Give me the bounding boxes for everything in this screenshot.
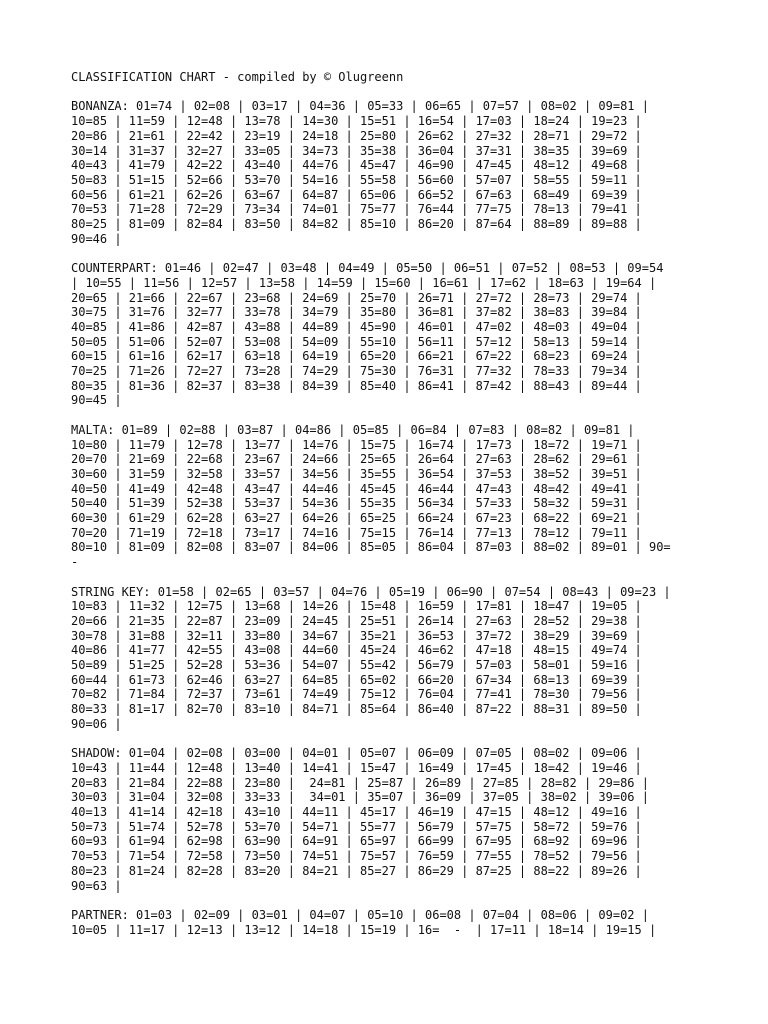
- section-line: 30=75 | 31=76 | 32=77 | 33=78 | 34=79 | 35=80 | 36=81 | 37=82 | 38=83 | 39=84 |: [71, 305, 642, 320]
- section-line: 20=83 | 21=84 | 22=88 | 23=80 | 24=81 | 25=87 | 26=89 | 27=85 | 28=82 | 29=86 |: [71, 775, 649, 790]
- section-heading-line: BONANZA: 01=74 | 02=08 | 03=17 | 04=36 | 05=33 | 06=65 | 07=57 | 08=02 | 09=81 |: [71, 99, 649, 114]
- section-line: 60=56 | 61=21 | 62=26 | 63=67 | 64=87 | 65=06 | 66=52 | 67=63 | 68=49 | 69=39 |: [71, 187, 642, 202]
- section-line: 40=13 | 41=14 | 42=18 | 43=10 | 44=11 | 45=17 | 46=19 | 47=15 | 48=12 | 49=16 |: [71, 805, 642, 820]
- section-line: 30=60 | 31=59 | 32=58 | 33=57 | 34=56 | 35=55 | 36=54 | 37=53 | 38=52 | 39=51 |: [71, 466, 642, 481]
- chart-sections: [71, 99, 761, 937]
- section-heading-line: COUNTERPART: 01=46 | 02=47 | 03=48 | 04=49 | 05=50 | 06=51 | 07=52 | 08=53 | 09=54: [71, 261, 664, 276]
- section-line: 50=05 | 51=06 | 52=07 | 53=08 | 54=09 | 55=10 | 56=11 | 57=12 | 58=13 | 59=14 |: [71, 334, 642, 349]
- section-heading-line: MALTA: 01=89 | 02=88 | 03=87 | 04=86 | 05=85 | 06=84 | 07=83 | 08=82 | 09=81 |: [71, 422, 635, 437]
- chart-section: [71, 261, 761, 408]
- section-line: 20=70 | 21=69 | 22=68 | 23=67 | 24=66 | 25=65 | 26=64 | 27=63 | 28=62 | 29=61 |: [71, 452, 642, 467]
- section-line: 40=85 | 41=86 | 42=87 | 43=88 | 44=89 | 45=90 | 46=01 | 47=02 | 48=03 | 49=04 |: [71, 319, 642, 334]
- section-line: 90=45 |: [71, 393, 122, 408]
- section-line: 50=89 | 51=25 | 52=28 | 53=36 | 54=07 | 55=42 | 56=79 | 57=03 | 58=01 | 59=16 |: [71, 658, 642, 673]
- section-line: 80=33 | 81=17 | 82=70 | 83=10 | 84=71 | 85=64 | 86=40 | 87=22 | 88=31 | 89=50 |: [71, 702, 642, 717]
- section-line: 50=73 | 51=74 | 52=78 | 53=70 | 54=71 | 55=77 | 56=79 | 57=75 | 58=72 | 59=76 |: [71, 819, 642, 834]
- chart-section: [71, 99, 761, 246]
- section-line: 10=80 | 11=79 | 12=78 | 13=77 | 14=76 | 15=75 | 16=74 | 17=73 | 18=72 | 19=71 |: [71, 437, 642, 452]
- section-heading-line: SHADOW: 01=04 | 02=08 | 03=00 | 04=01 | 05=07 | 06=09 | 07=05 | 08=02 | 09=06 |: [71, 746, 642, 761]
- section-line: -: [71, 555, 79, 570]
- section-line: 90=06 |: [71, 716, 122, 731]
- section-line: 10=05 | 11=17 | 12=13 | 13=12 | 14=18 | 15=19 | 16= - | 17=11 | 18=14 | 19=15 |: [71, 922, 657, 937]
- chart-section: [71, 585, 761, 732]
- section-line: 30=03 | 31=04 | 32=08 | 33=33 | 34=01 | 35=07 | 36=09 | 37=05 | 38=02 | 39=06 |: [71, 790, 649, 805]
- document-title: CLASSIFICATION CHART - compiled by © Olugreenn: [71, 70, 404, 84]
- section-line: 90=63 |: [71, 878, 122, 893]
- section-line: 20=86 | 21=61 | 22=42 | 23=19 | 24=18 | 25=80 | 26=62 | 27=32 | 28=71 | 29=72 |: [71, 128, 642, 143]
- chart-section: [71, 908, 761, 937]
- chart-section: [71, 423, 761, 570]
- section-line: 80=35 | 81=36 | 82=37 | 83=38 | 84=39 | 85=40 | 86=41 | 87=42 | 88=43 | 89=44 |: [71, 378, 642, 393]
- section-line: 70=82 | 71=84 | 72=37 | 73=61 | 74=49 | 75=12 | 76=04 | 77=41 | 78=30 | 79=56 |: [71, 687, 642, 702]
- section-line: 50=40 | 51=39 | 52=38 | 53=37 | 54=36 | 55=35 | 56=34 | 57=33 | 58=32 | 59=31 |: [71, 496, 642, 511]
- section-line: 30=14 | 31=37 | 32=27 | 33=05 | 34=73 | 35=38 | 36=04 | 37=31 | 38=35 | 39=69 |: [71, 143, 642, 158]
- section-line: 20=65 | 21=66 | 22=67 | 23=68 | 24=69 | 25=70 | 26=71 | 27=72 | 28=73 | 29=74 |: [71, 290, 642, 305]
- document-body: [71, 70, 761, 952]
- section-line: 60=93 | 61=94 | 62=98 | 63=90 | 64=91 | 65=97 | 66=99 | 67=95 | 68=92 | 69=96 |: [71, 834, 642, 849]
- section-line: 20=66 | 21=35 | 22=87 | 23=09 | 24=45 | 25=51 | 26=14 | 27=63 | 28=52 | 29=38 |: [71, 613, 642, 628]
- section-line: 70=25 | 71=26 | 72=27 | 73=28 | 74=29 | 75=30 | 76=31 | 77=32 | 78=33 | 79=34 |: [71, 364, 642, 379]
- chart-section: [71, 746, 761, 893]
- section-line: 10=83 | 11=32 | 12=75 | 13=68 | 14=26 | 15=48 | 16=59 | 17=81 | 18=47 | 19=05 |: [71, 599, 642, 614]
- section-line: 10=43 | 11=44 | 12=48 | 13=40 | 14=41 | 15=47 | 16=49 | 17=45 | 18=42 | 19=46 |: [71, 760, 642, 775]
- section-line: 80=23 | 81=24 | 82=28 | 83=20 | 84=21 | 85=27 | 86=29 | 87=25 | 88=22 | 89=26 |: [71, 863, 642, 878]
- section-line: 50=83 | 51=15 | 52=66 | 53=70 | 54=16 | 55=58 | 56=60 | 57=07 | 58=55 | 59=11 |: [71, 172, 642, 187]
- section-line: 30=78 | 31=88 | 32=11 | 33=80 | 34=67 | 35=21 | 36=53 | 37=72 | 38=29 | 39=69 |: [71, 628, 642, 643]
- section-line: 80=25 | 81=09 | 82=84 | 83=50 | 84=82 | 85=10 | 86=20 | 87=64 | 88=89 | 89=88 |: [71, 217, 642, 232]
- section-heading-line: STRING KEY: 01=58 | 02=65 | 03=57 | 04=76 | 05=19 | 06=90 | 07=54 | 08=43 | 09=23 |: [71, 584, 671, 599]
- section-line: 80=10 | 81=09 | 82=08 | 83=07 | 84=06 | 85=05 | 86=04 | 87=03 | 88=02 | 89=01 | 90=: [71, 540, 671, 555]
- section-line: 60=44 | 61=73 | 62=46 | 63=27 | 64=85 | 65=02 | 66=20 | 67=34 | 68=13 | 69=39 |: [71, 672, 642, 687]
- section-line: 40=43 | 41=79 | 42=22 | 43=40 | 44=76 | 45=47 | 46=90 | 47=45 | 48=12 | 49=68 |: [71, 158, 642, 173]
- section-line: 90=46 |: [71, 231, 122, 246]
- section-line: 40=86 | 41=77 | 42=55 | 43=08 | 44=60 | 45=24 | 46=62 | 47=18 | 48=15 | 49=74 |: [71, 643, 642, 658]
- section-line: 10=85 | 11=59 | 12=48 | 13=78 | 14=30 | 15=51 | 16=54 | 17=03 | 18=24 | 19=23 |: [71, 114, 642, 129]
- section-line: | 10=55 | 11=56 | 12=57 | 13=58 | 14=59 | 15=60 | 16=61 | 17=62 | 18=63 | 19=64 |: [71, 275, 657, 290]
- section-line: 70=53 | 71=54 | 72=58 | 73=50 | 74=51 | 75=57 | 76=59 | 77=55 | 78=52 | 79=56 |: [71, 849, 642, 864]
- section-line: 60=15 | 61=16 | 62=17 | 63=18 | 64=19 | 65=20 | 66=21 | 67=22 | 68=23 | 69=24 |: [71, 349, 642, 364]
- section-line: 70=53 | 71=28 | 72=29 | 73=34 | 74=01 | 75=77 | 76=44 | 77=75 | 78=13 | 79=41 |: [71, 202, 642, 217]
- section-line: 60=30 | 61=29 | 62=28 | 63=27 | 64=26 | 65=25 | 66=24 | 67=23 | 68=22 | 69=21 |: [71, 511, 642, 526]
- section-heading-line: PARTNER: 01=03 | 02=09 | 03=01 | 04=07 | 05=10 | 06=08 | 07=04 | 08=06 | 09=02 |: [71, 907, 649, 922]
- section-line: 40=50 | 41=49 | 42=48 | 43=47 | 44=46 | 45=45 | 46=44 | 47=43 | 48=42 | 49=41 |: [71, 481, 642, 496]
- section-line: 70=20 | 71=19 | 72=18 | 73=17 | 74=16 | 75=15 | 76=14 | 77=13 | 78=12 | 79=11 |: [71, 525, 642, 540]
